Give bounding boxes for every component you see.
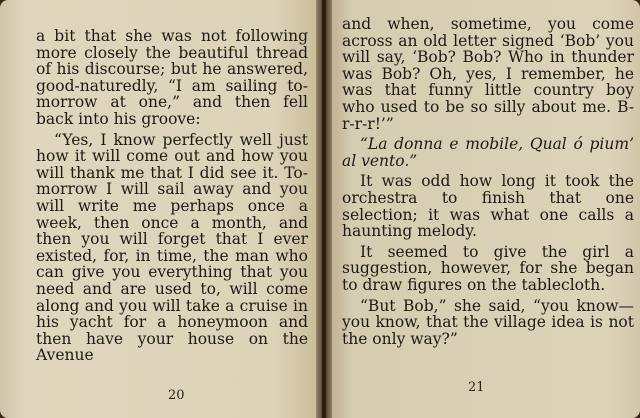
paragraph: and when, sometime, you come across an old letter signed ‘Bob’ you will say, ‘Bob? Bob? Who in thunder was Bob? Oh, yes, I remember, he was that funny little country boy who used to be so silly about me. B-r-r-r!’” <box>342 15 634 133</box>
italic-quote: “La donna e mobile, Qual ó pium’ al vento.” <box>342 135 634 170</box>
paragraph: It seemed to give the girl a suggestion, however, for she began to draw figures on the tablecloth. <box>342 242 634 294</box>
paragraph: It was odd how long it took the orchestra to finish that one selection; it was what one calls a haunting melody. <box>342 172 634 241</box>
page-number: 21 <box>468 380 485 395</box>
paragraph: “But Bob,” she said, “you know—you know, that the village idea is not the only way?” <box>342 296 634 348</box>
left-page-text <box>36 28 308 364</box>
right-page <box>326 0 640 418</box>
paragraph: “Yes, I know perfectly well just how it will come out and how you will thank me that I did see it. To-morrow I will sail away and you will write me perhaps once a week, then once a month, and then you will forget that I ever existed, for, in time, the man who can give you everything that you need and are used to, will come along and you will take a cruise in his yacht for a honeymoon and then have your house on the Avenue <box>36 130 308 365</box>
paragraph: a bit that she was not following more closely the beautiful thread of his discourse; but he answered, good-naturedly, “I am sailing to-morrow at one,” and then fell back into his groove: <box>36 27 308 128</box>
page-number: 20 <box>168 388 185 403</box>
right-page-text <box>342 16 634 347</box>
book-gutter <box>316 0 332 418</box>
